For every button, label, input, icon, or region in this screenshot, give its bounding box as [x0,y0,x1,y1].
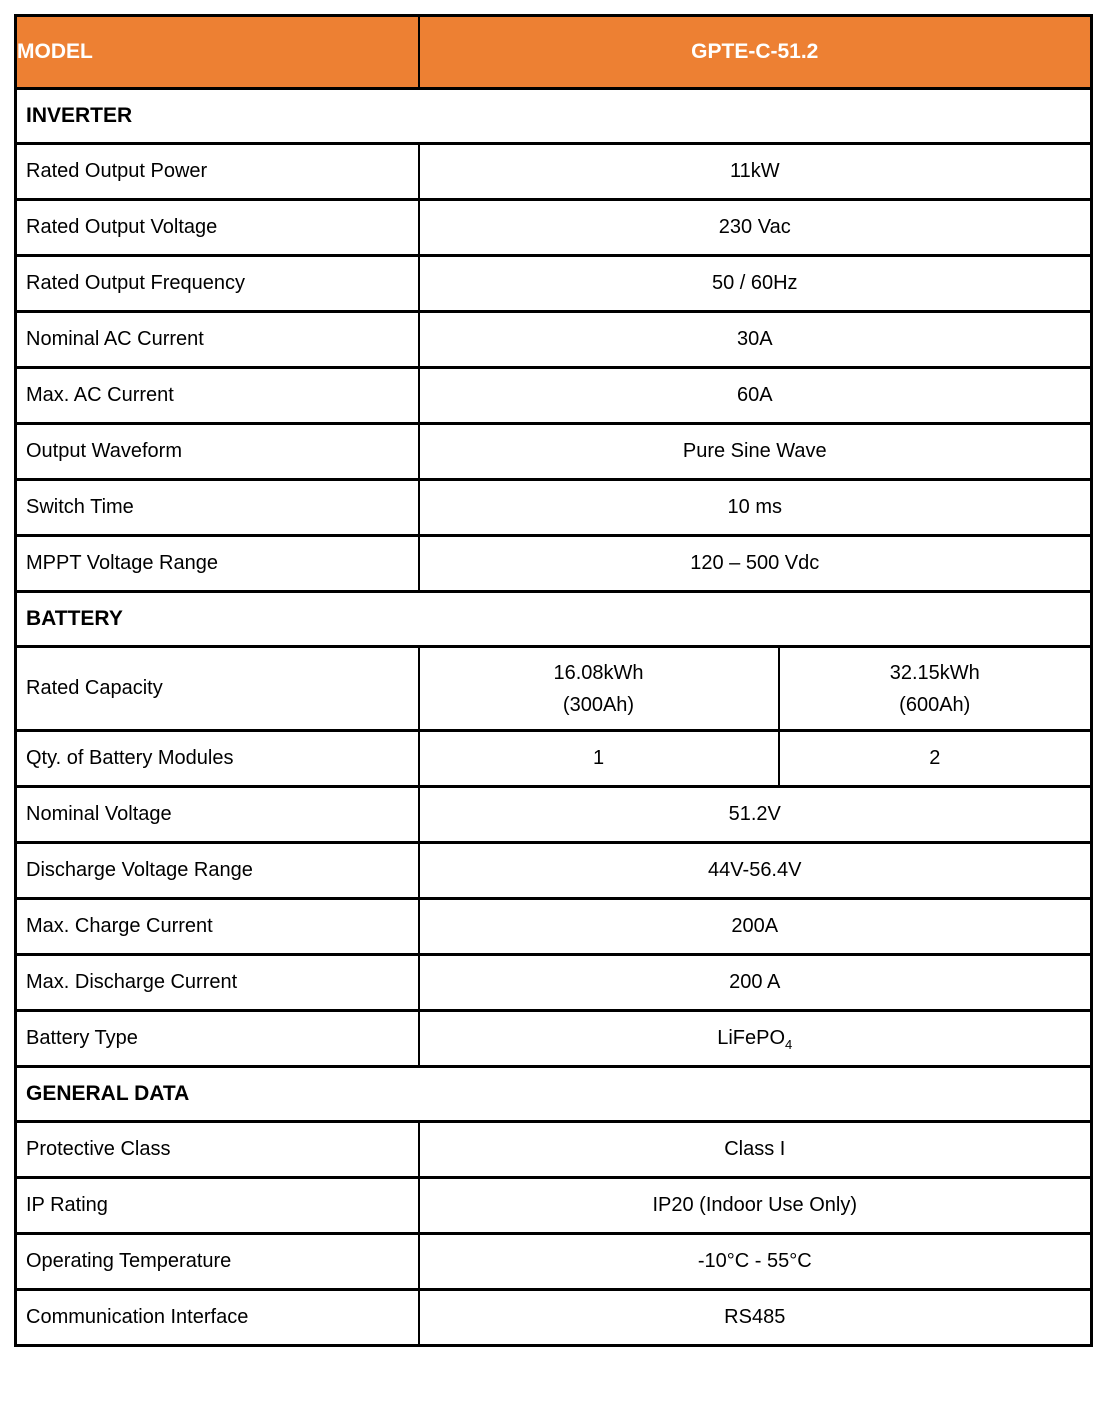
spec-value-option-2: 2 [779,731,1092,787]
row-max-discharge-current [16,955,1092,1011]
spec-value: 30A [419,312,1092,368]
row-switch-time [16,480,1092,536]
spec-label: Rated Output Power [16,144,419,200]
spec-label: Rated Output Frequency [16,256,419,312]
section-header-general-data [16,1067,1092,1122]
capacity-ah-1: (300Ah) [562,693,635,716]
section-header-battery [16,592,1092,647]
spec-label: Qty. of Battery Modules [16,731,419,787]
row-communication-interface [16,1290,1092,1346]
spec-label: Rated Output Voltage [16,200,419,256]
capacity-kwh-2: 32.15kWh [889,661,980,684]
row-ip-rating [16,1178,1092,1234]
row-qty-battery-modules [16,731,1092,787]
row-max-charge-current [16,899,1092,955]
spec-value: 200A [419,899,1092,955]
spec-label: Max. AC Current [16,368,419,424]
spec-label: Communication Interface [16,1290,419,1346]
row-output-waveform [16,424,1092,480]
spec-label: Protective Class [16,1122,419,1178]
spec-label: Nominal Voltage [16,787,419,843]
spec-value: 200 A [419,955,1092,1011]
row-protective-class [16,1122,1092,1178]
row-rated-capacity [16,647,1092,731]
spec-value-option-2 [779,647,1092,731]
row-rated-output-power [16,144,1092,200]
spec-label: Operating Temperature [16,1234,419,1290]
spec-value: 120 – 500 Vdc [419,536,1092,592]
spec-label: Rated Capacity [16,647,419,731]
spec-label: Max. Discharge Current [16,955,419,1011]
model-label: MODEL [16,16,419,89]
spec-label: Max. Charge Current [16,899,419,955]
spec-value: 44V-56.4V [419,843,1092,899]
spec-value: 50 / 60Hz [419,256,1092,312]
spec-value: Pure Sine Wave [419,424,1092,480]
spec-label: MPPT Voltage Range [16,536,419,592]
row-mppt-voltage-range [16,536,1092,592]
battery-type-name: LiFePO [717,1027,786,1049]
spec-value: 11kW [419,144,1092,200]
spec-value: 10 ms [419,480,1092,536]
section-header-inverter [16,89,1092,144]
spec-value-option-1: 1 [419,731,779,787]
spec-label: IP Rating [16,1178,419,1234]
spec-label: Switch Time [16,480,419,536]
row-nominal-voltage [16,787,1092,843]
spec-value: 230 Vac [419,200,1092,256]
spec-label: Battery Type [16,1011,419,1067]
spec-value-option-1 [419,647,779,731]
spec-label: Nominal AC Current [16,312,419,368]
row-max-ac-current [16,368,1092,424]
row-rated-output-voltage [16,200,1092,256]
row-battery-type [16,1011,1092,1067]
spec-value: 51.2V [419,787,1092,843]
section-title: INVERTER [16,89,1092,144]
row-operating-temperature [16,1234,1092,1290]
row-discharge-voltage-range [16,843,1092,899]
spec-value: IP20 (Indoor Use Only) [419,1178,1092,1234]
spec-label: Output Waveform [16,424,419,480]
spec-value [419,1011,1092,1067]
section-title: BATTERY [16,592,1092,647]
model-value: GPTE-C-51.2 [419,16,1092,89]
battery-type-subscript: 4 [785,1037,793,1052]
capacity-ah-2: (600Ah) [899,693,971,716]
section-title: GENERAL DATA [16,1067,1092,1122]
spec-value: Class I [419,1122,1092,1178]
spec-value: -10°C - 55°C [419,1234,1092,1290]
capacity-kwh-1: 16.08kWh [553,661,644,684]
spec-label: Discharge Voltage Range [16,843,419,899]
spec-value: RS485 [419,1290,1092,1346]
row-rated-output-frequency [16,256,1092,312]
spec-table [14,14,1093,1347]
row-nominal-ac-current [16,312,1092,368]
spec-value: 60A [419,368,1092,424]
model-header-row [16,16,1092,89]
